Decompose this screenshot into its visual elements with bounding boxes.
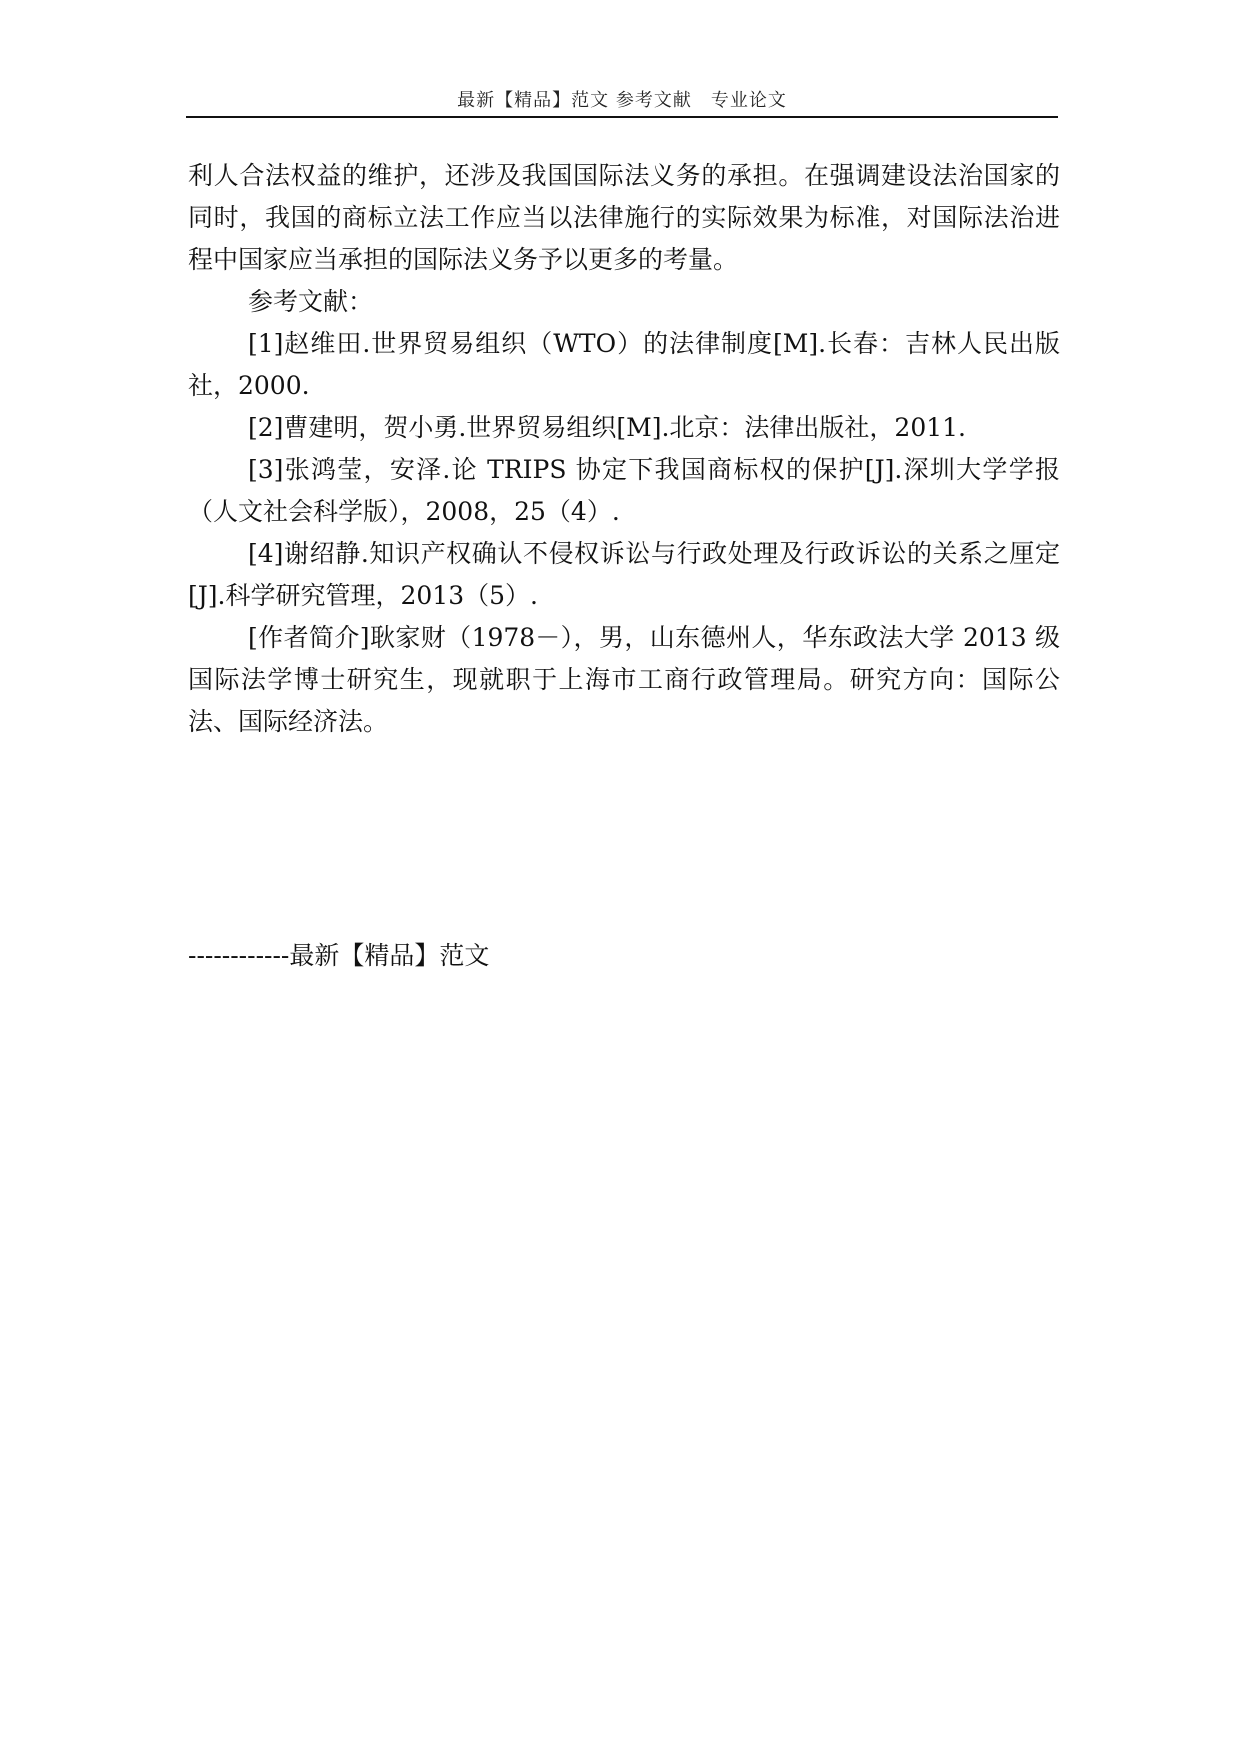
reference-item: [3]张鸿莹，安泽.论 TRIPS 协定下我国商标权的保护[J].深圳大学学报（人文社会科学版），2008，25（4）. — [188, 455, 1060, 526]
reference-item: [4]谢绍静.知识产权确认不侵权诉讼与行政处理及行政诉讼的关系之厘定[J].科学研究管理，2013（5）. — [188, 539, 1060, 610]
footer-text: ------------最新【精品】范文 — [188, 941, 490, 970]
reference-item: [2]曹建明，贺小勇.世界贸易组织[M].北京：法律出版社，2011. — [248, 413, 966, 442]
references-heading: 参考文献： — [248, 287, 374, 316]
page-header: 最新【精品】范文 参考文献 专业论文 — [457, 90, 787, 111]
author-bio: [作者简介]耿家财（1978－），男，山东德州人，华东政法大学 2013 级国际法学博士研究生，现就职于上海市工商行政管理局。研究方向：国际公法、国际经济法。 — [188, 623, 1060, 736]
reference-item: [1]赵维田.世界贸易组织（WTO）的法律制度[M].长春：吉林人民出版社，2000. — [188, 329, 1060, 400]
header-divider — [186, 116, 1058, 118]
body-paragraph: 利人合法权益的维护，还涉及我国国际法义务的承担。在强调建设法治国家的同时，我国的商标立法工作应当以法律施行的实际效果为标准，对国际法治进程中国家应当承担的国际法义务予以更多的考量。 — [188, 161, 1060, 274]
document-body — [188, 155, 1060, 743]
